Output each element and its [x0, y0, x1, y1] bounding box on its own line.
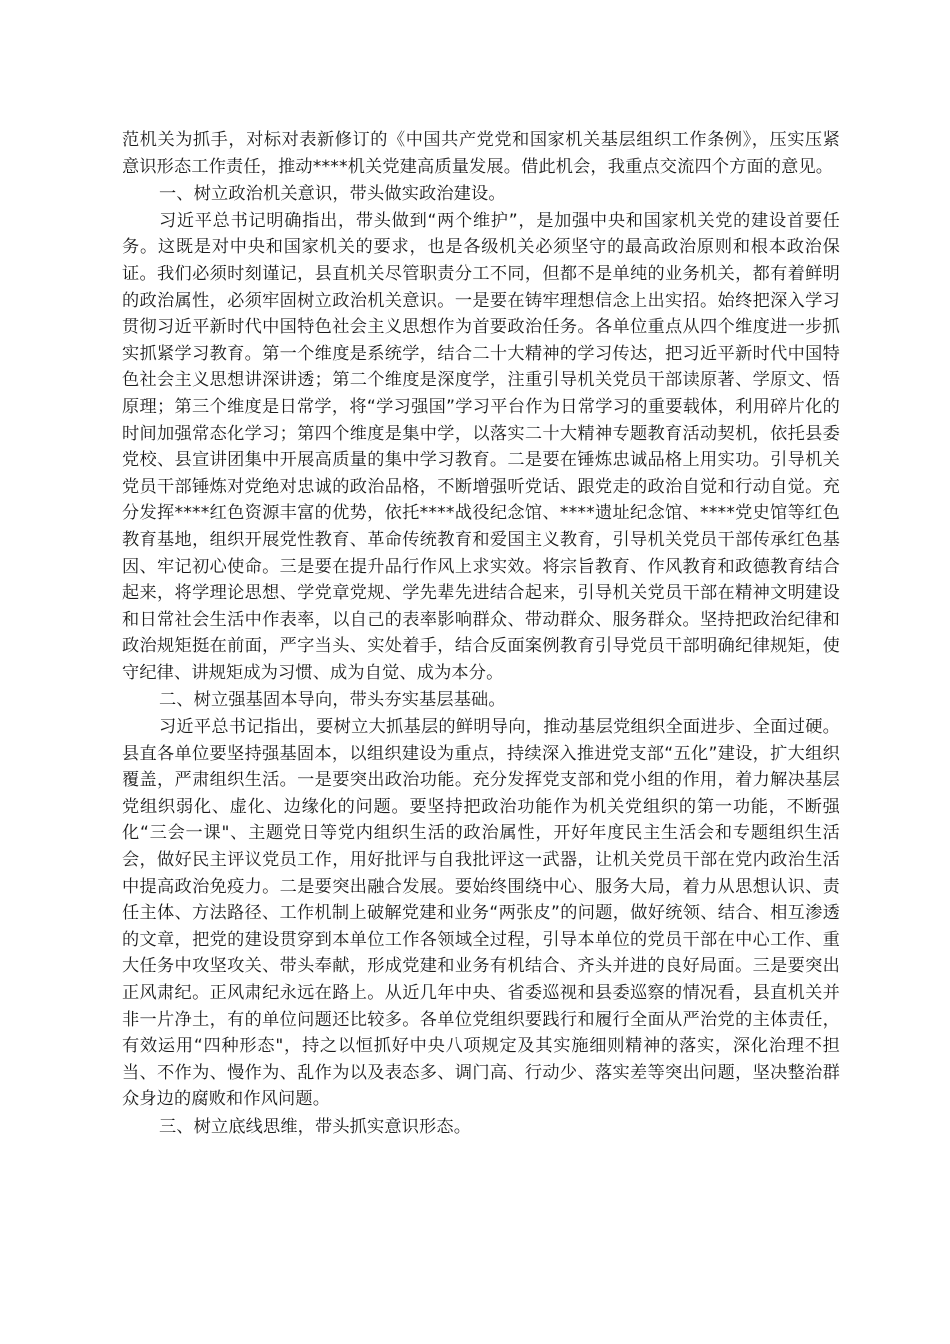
- paragraph-section-2: 习近平总书记指出，要树立大抓基层的鲜明导向，推动基层党组织全面进步、全面过硬。县直各单位要坚持强基固本，以组织建设为重点，持续深入推进党支部“五化”建设，扩大组织覆盖，严肃组织生活。一是要突出政治功能。充分发挥党支部和党小组的作用，着力解决基层党组织弱化、虚化、边缘化的问题。要坚持把政治功能作为机关党组织的第一功能，不断强化“三会一课"、主题党日等党内组织生活的政治属性，开好年度民主生活会和专题组织生活会，做好民主评议党员工作，用好批评与自我批评这一武器，让机关党员干部在党内政治生活中提高政治免疫力。二是要突出融合发展。要始终围绕中心、服务大局，着力从思想认识、责任主体、方法路径、工作机制上破解党建和业务“两张皮”的问题，做好统领、结合、相互渗透的文章，把党的建设贯穿到本单位工作各领域全过程，引导本单位的党员干部在中心工作、重大任务中攻坚攻关、带头奉献，形成党建和业务有机结合、齐头并进的良好局面。三是要突出正风肃纪。正风肃纪永远在路上。从近几年中央、省委巡视和县委巡察的情况看，县直机关并非一片净土，有的单位问题还比较多。各单位党组织要践行和履行全面从严治党的主体责任，有效运用“四种形态"，持之以恒抓好中央八项规定及其实施细则精神的落实，深化治理不担当、不作为、慢作为、乱作为以及表态多、调门高、行动少、落实差等突出问题，坚决整治群众身边的腐败和作风问题。: [122, 717, 840, 1110]
- section-heading-1: 一、树立政治机关意识，带头做实政治建设。: [158, 184, 506, 205]
- section-heading-3: 三、树立底线思维，带头抓实意识形态。: [158, 1116, 472, 1137]
- paragraph-continuation: 范机关为抓手，对标对表新修订的《中国共产党党和国家机关基层组织工作条例》，压实压紧意识形态工作责任，推动****机关党建高质量发展。借此机会，我重点交流四个方面的意见。: [122, 130, 840, 177]
- section-heading-2: 二、树立强基固本导向，带头夯实基层基础。: [158, 690, 506, 711]
- paragraph-section-1: 习近平总书记明确指出，带头做到“两个维护”，是加强中央和国家机关党的建设首要任务。这既是对中央和国家机关的要求，也是各级机关必须坚守的最高政治原则和根本政治保证。我们必须时刻谨记，县直机关尽管职责分工不同，但都不是单纯的业务机关，都有着鲜明的政治属性，必须牢固树立政治机关意识。一是要在铸牢理想信念上出实招。始终把深入学习贯彻习近平新时代中国特色社会主义思想作为首要政治任务。各单位重点从四个维度进一步抓实抓紧学习教育。第一个维度是系统学，结合二十大精神的学习传达，把习近平新时代中国特色社会主义思想讲深讲透；第二个维度是深度学，注重引导机关党员干部读原著、学原文、悟原理；第三个维度是日常学，将“学习强国”学习平台作为日常学习的重要载体，利用碎片化的时间加强常态化学习；第四个维度是集中学，以落实二十大精神专题教育活动契机，依托县委党校、县宣讲团集中开展高质量的集中学习教育。二是要在锤炼忠诚品格上用实功。引导机关党员干部锤炼对党绝对忠诚的政治品格，不断增强听党话、跟党走的政治自觉和行动自觉。充分发挥****红色资源丰富的优势，依托****战役纪念馆、****遗址纪念馆、****党史馆等红色教育基地，组织开展党性教育、革命传统教育和爱国主义教育，引导机关党员干部传承红色基因、牢记初心使命。三是要在提升品行作风上求实效。将宗旨教育、作风教育和政德教育结合起来，将学理论思想、学党章党规、学先辈先进结合起来，引导机关党员干部在精神文明建设和日常社会生活中作表率，以自己的表率影响群众、带动群众、服务群众。坚持把政治纪律和政治规矩挺在前面，严字当头、实处着手，结合反面案例教育引导党员干部明确纪律规矩，使守纪律、讲规矩成为习惯、成为自觉、成为本分。: [122, 210, 840, 683]
- document-body: [122, 127, 840, 1141]
